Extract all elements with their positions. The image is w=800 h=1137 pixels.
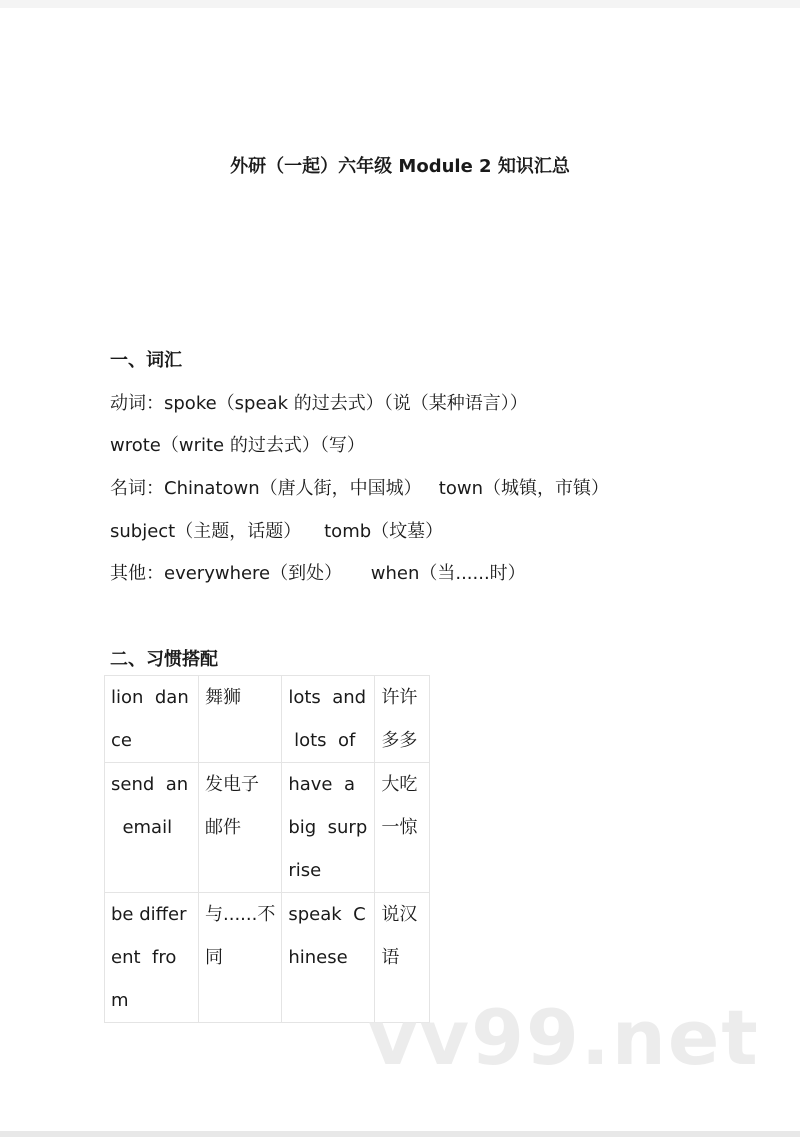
cell-text-line: have a	[288, 774, 355, 795]
cell-text-line: 大吃	[381, 774, 418, 795]
cell-text-line: 许许	[381, 687, 418, 708]
cell-text-line: 一惊	[381, 817, 418, 838]
watermark: vv99.net	[368, 993, 760, 1082]
cell-text-line: 多多	[381, 730, 418, 751]
document-title: 外研（一起）六年级 Module 2 知识汇总	[230, 156, 570, 177]
cell-text-line: 发电子	[205, 774, 259, 795]
table-cell	[282, 763, 375, 893]
cell-text-line: ent fro	[111, 947, 177, 968]
cell-text-line: 语	[381, 947, 400, 968]
table-cell	[282, 893, 375, 1023]
table-row	[105, 676, 430, 763]
cell-text-line: lion dan	[111, 687, 189, 708]
table-cell	[375, 676, 430, 763]
vocab-line: subject（主题，话题） tomb（坟墓）	[110, 521, 444, 542]
cell-text-line: m	[111, 990, 129, 1011]
vocab-line: wrote（write 的过去式）（写）	[110, 435, 365, 456]
table-cell	[375, 763, 430, 893]
table-row	[105, 763, 430, 893]
cell-text-line: 舞狮	[205, 687, 241, 708]
section-heading-collocations: 二、习惯搭配	[110, 649, 218, 670]
vocab-line: 动词：spoke（speak 的过去式）（说（某种语言））	[110, 393, 528, 414]
table-cell	[105, 676, 199, 763]
section-heading-vocabulary: 一、词汇	[110, 350, 182, 371]
table-cell	[199, 676, 282, 763]
cell-text-line: lots of	[288, 730, 356, 751]
table-cell	[282, 676, 375, 763]
table-cell	[199, 763, 282, 893]
cell-text-line: email	[111, 817, 173, 838]
cell-text-line: send an	[111, 774, 189, 795]
table-cell	[105, 763, 199, 893]
cell-text-line: 邮件	[205, 817, 241, 838]
collocations-table	[104, 675, 430, 1023]
vocab-line: 其他：everywhere（到处） when（当......时）	[110, 563, 526, 584]
cell-text-line: hinese	[288, 947, 348, 968]
cell-text-line: 说汉	[381, 904, 418, 925]
cell-text-line: be differ	[111, 904, 187, 925]
cell-text-line: rise	[288, 860, 322, 881]
vocab-line: 名词：Chinatown（唐人街，中国城） town（城镇，市镇）	[110, 478, 609, 499]
table-cell	[105, 893, 199, 1023]
cell-text-line: ce	[111, 730, 132, 751]
cell-text-line: 同	[205, 947, 223, 968]
cell-text-line: lots and	[288, 687, 367, 708]
table-cell	[199, 893, 282, 1023]
cell-text-line: 与......不	[205, 904, 276, 925]
page-bottom-edge	[0, 1131, 800, 1137]
page-top-edge	[0, 0, 800, 8]
cell-text-line: big surp	[288, 817, 368, 838]
cell-text-line: speak C	[288, 904, 366, 925]
